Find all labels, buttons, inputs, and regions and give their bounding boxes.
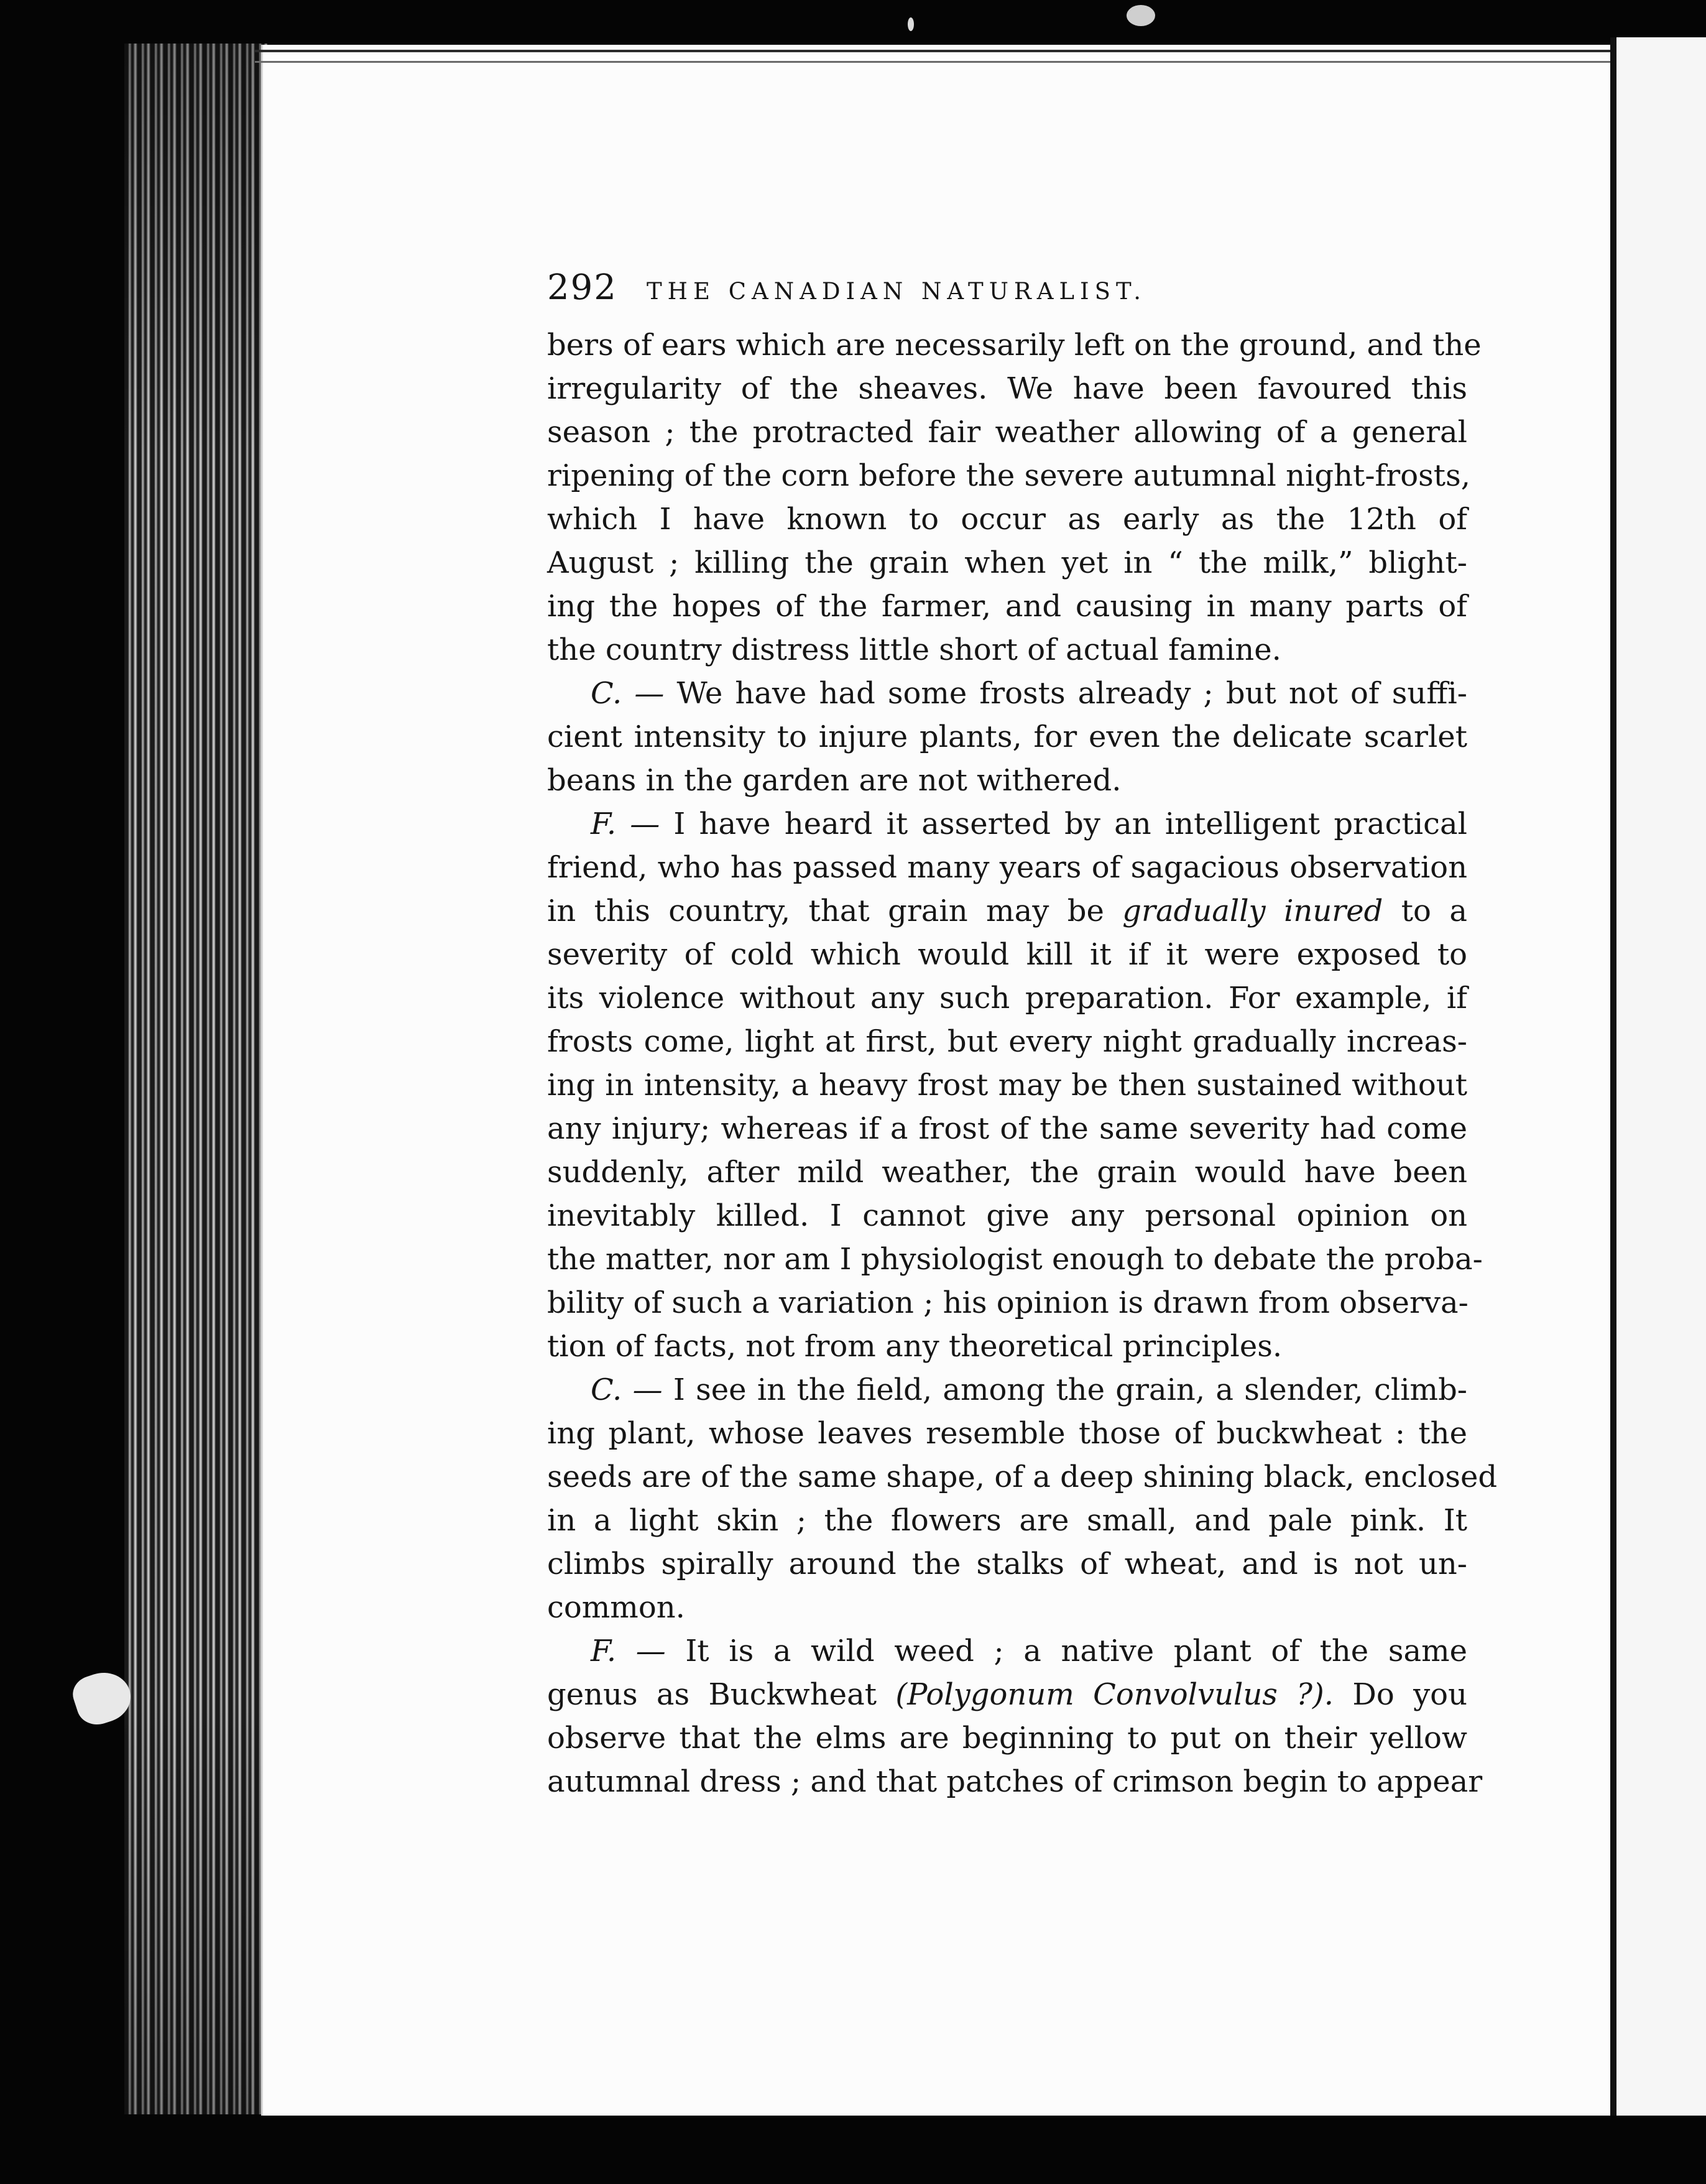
italic-phrase: (Polygonum Convolvulus ?). [895, 1677, 1334, 1712]
text-line: climbs spirally around the stalks of wheat, and is not un- [547, 1547, 1467, 1581]
speaker-label: C. — [591, 1372, 663, 1407]
text-line: beans in the garden are not withered. [547, 763, 1122, 798]
text-line: inevitably killed. I cannot give any personal opinion on [547, 1198, 1467, 1233]
dialogue-line: F. — I have heard it asserted by an intelligent practical [591, 807, 1467, 841]
dialogue-line: C. — We have had some frosts already ; but not of suffi- [591, 676, 1468, 711]
text-line: bers of ears which are necessarily left on the ground, and the [547, 328, 1482, 363]
italic-phrase: gradually inured [1122, 894, 1383, 928]
text-line: the country distress little short of actual famine. [547, 632, 1281, 667]
text-line: ripening of the corn before the severe autumnal night-frosts, [547, 458, 1470, 493]
text-line: ing plant, whose leaves resemble those of buckwheat : the [547, 1416, 1467, 1451]
text-line: suddenly, after mild weather, the grain would have been [547, 1155, 1467, 1190]
text-line: tion of facts, not from any theoretical principles. [547, 1329, 1283, 1364]
dialogue-line: F. — It is a wild weed ; a native plant of the same [591, 1634, 1468, 1668]
speaker-label: C. — [591, 676, 665, 711]
page-number: 292 [547, 267, 617, 308]
text-line: friend, who has passed many years of sagacious observation [547, 850, 1467, 885]
text-line: severity of cold which would kill it if it were exposed to [547, 937, 1467, 972]
text-line: observe that the elms are beginning to put on their yellow [547, 1721, 1467, 1756]
speaker-label: F. — [591, 807, 660, 841]
text-line: irregularity of the sheaves. We have been favoured this [547, 371, 1467, 406]
text-line: the matter, nor am I physiologist enough to debate the proba- [547, 1242, 1483, 1277]
text-line: in a light skin ; the flowers are small, and pale pink. It [547, 1503, 1467, 1538]
text-line: common. [547, 1590, 685, 1625]
text-line: in this country, that grain may be gradually inured to a [547, 894, 1467, 928]
page-top-border [255, 50, 1610, 63]
speaker-label: F. — [591, 1634, 666, 1668]
text-line: which I have known to occur as early as the 12th of [547, 502, 1467, 537]
dialogue-line: C. — I see in the field, among the grain, a slender, climb- [591, 1372, 1468, 1407]
scan-speck [1127, 5, 1155, 26]
scan-bottom-border [0, 2116, 1706, 2184]
text-line: cient intensity to injure plants, for even the delicate scarlet [547, 720, 1467, 754]
text-line: season ; the protracted fair weather allowing of a general [547, 415, 1467, 450]
scan-speck [908, 17, 914, 31]
text-line: August ; killing the grain when yet in “ the milk,” blight- [547, 545, 1467, 580]
running-head [547, 267, 1467, 311]
text-line: genus as Buckwheat (Polygonum Convolvulus ?). Do you [547, 1677, 1467, 1712]
text-line: ing in intensity, a heavy frost may be then sustained without [547, 1068, 1467, 1103]
text-line: bility of such a variation ; his opinion is drawn from observa- [547, 1285, 1469, 1320]
text-line: seeds are of the same shape, of a deep shining black, enclosed [547, 1460, 1498, 1494]
text-line: ing the hopes of the farmer, and causing in many parts of [547, 589, 1467, 624]
text-line: frosts come, light at first, but every night gradually increas- [547, 1024, 1467, 1059]
text-line: autumnal dress ; and that patches of crimson begin to appear [547, 1764, 1483, 1799]
facing-page-edge [1610, 37, 1706, 2127]
book-page-edges [124, 44, 267, 2114]
text-line: its violence without any such preparation. For example, if [547, 981, 1467, 1016]
running-title: THE CANADIAN NATURALIST. [647, 278, 1147, 305]
text-line: any injury; whereas if a frost of the same severity had come [547, 1111, 1467, 1146]
page-text-block [547, 267, 1498, 1803]
